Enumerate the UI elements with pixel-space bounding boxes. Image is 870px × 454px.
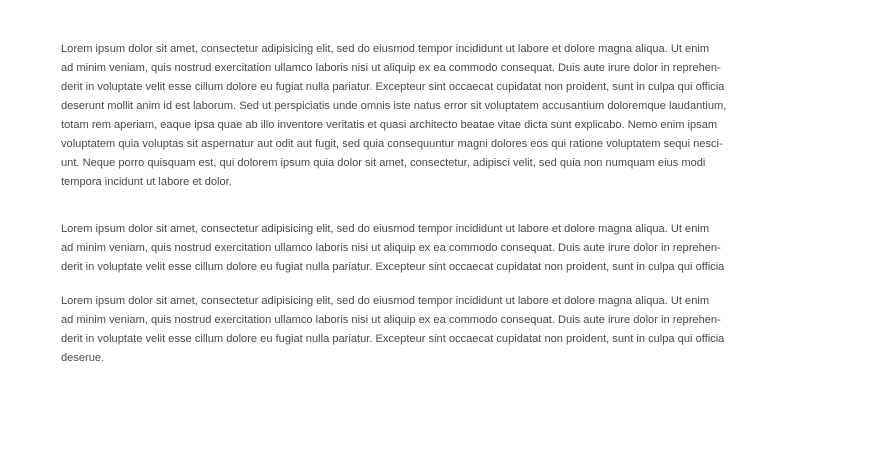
paragraph-line: ad minim veniam, quis nostrud exercitation ullamco laboris nisi ut aliquip ex ea commodo consequat. Duis aute irure dolor in reprehen- <box>61 242 721 254</box>
paragraph-line: Lorem ipsum dolor sit amet, consectetur adipisicing elit, sed do eiusmod tempor incididunt ut labore et dolore magna aliqua. Ut enim <box>61 223 710 235</box>
paragraph-line: totam rem aperiam, eaque ipsa quae ab illo inventore veritatis et quasi architecto beatae vitae dicta sunt explicabo. Nemo enim ipsam <box>61 119 718 131</box>
paragraph-spacer <box>61 192 811 220</box>
paragraph-1 <box>61 40 811 192</box>
paragraph-line: deserue. <box>61 352 105 364</box>
paragraph-line: ad minim veniam, quis nostrud exercitation ullamco laboris nisi ut aliquip ex ea commodo consequat. Duis aute irure dolor in reprehen- <box>61 314 721 326</box>
paragraph-3 <box>61 292 811 368</box>
paragraph-line: derit in voluptate velit esse cillum dolore eu fugiat nulla pariatur. Excepteur sint occaecat cupidatat non proident, sunt in culpa qui officia <box>61 261 725 273</box>
paragraph-line: Lorem ipsum dolor sit amet, consectetur adipisicing elit, sed do eiusmod tempor incididunt ut labore et dolore magna aliqua. Ut enim <box>61 295 710 307</box>
paragraph-line: derit in voluptate velit esse cillum dolore eu fugiat nulla pariatur. Excepteur sint occaecat cupidatat non proident, sunt in culpa qui officia <box>61 81 725 93</box>
paragraph-line: deserunt mollit anim id est laborum. Sed ut perspiciatis unde omnis iste natus error sit voluptatem accusantium doloremque laudantium, <box>61 100 727 112</box>
paragraph-line: ad minim veniam, quis nostrud exercitation ullamco laboris nisi ut aliquip ex ea commodo consequat. Duis aute irure dolor in reprehen- <box>61 62 721 74</box>
paragraph-line: unt. Neque porro quisquam est, qui dolorem ipsum quia dolor sit amet, consectetur, adipisci velit, sed quia non numquam eius modi <box>61 157 706 169</box>
paragraph-line: tempora incidunt ut labore et dolor. <box>61 176 232 188</box>
paragraph-spacer <box>61 277 811 292</box>
paragraph-line: voluptatem quia voluptas sit aspernatur aut odit aut fugit, sed quia consequuntur magni dolores eos qui ratione voluptatem sequi nesci- <box>61 138 723 150</box>
paragraph-2 <box>61 220 811 277</box>
paragraph-line: derit in voluptate velit esse cillum dolore eu fugiat nulla pariatur. Excepteur sint occaecat cupidatat non proident, sunt in culpa qui officia <box>61 333 725 345</box>
text-content <box>61 40 811 368</box>
paragraph-line: Lorem ipsum dolor sit amet, consectetur adipisicing elit, sed do eiusmod tempor incididunt ut labore et dolore magna aliqua. Ut enim <box>61 43 710 55</box>
